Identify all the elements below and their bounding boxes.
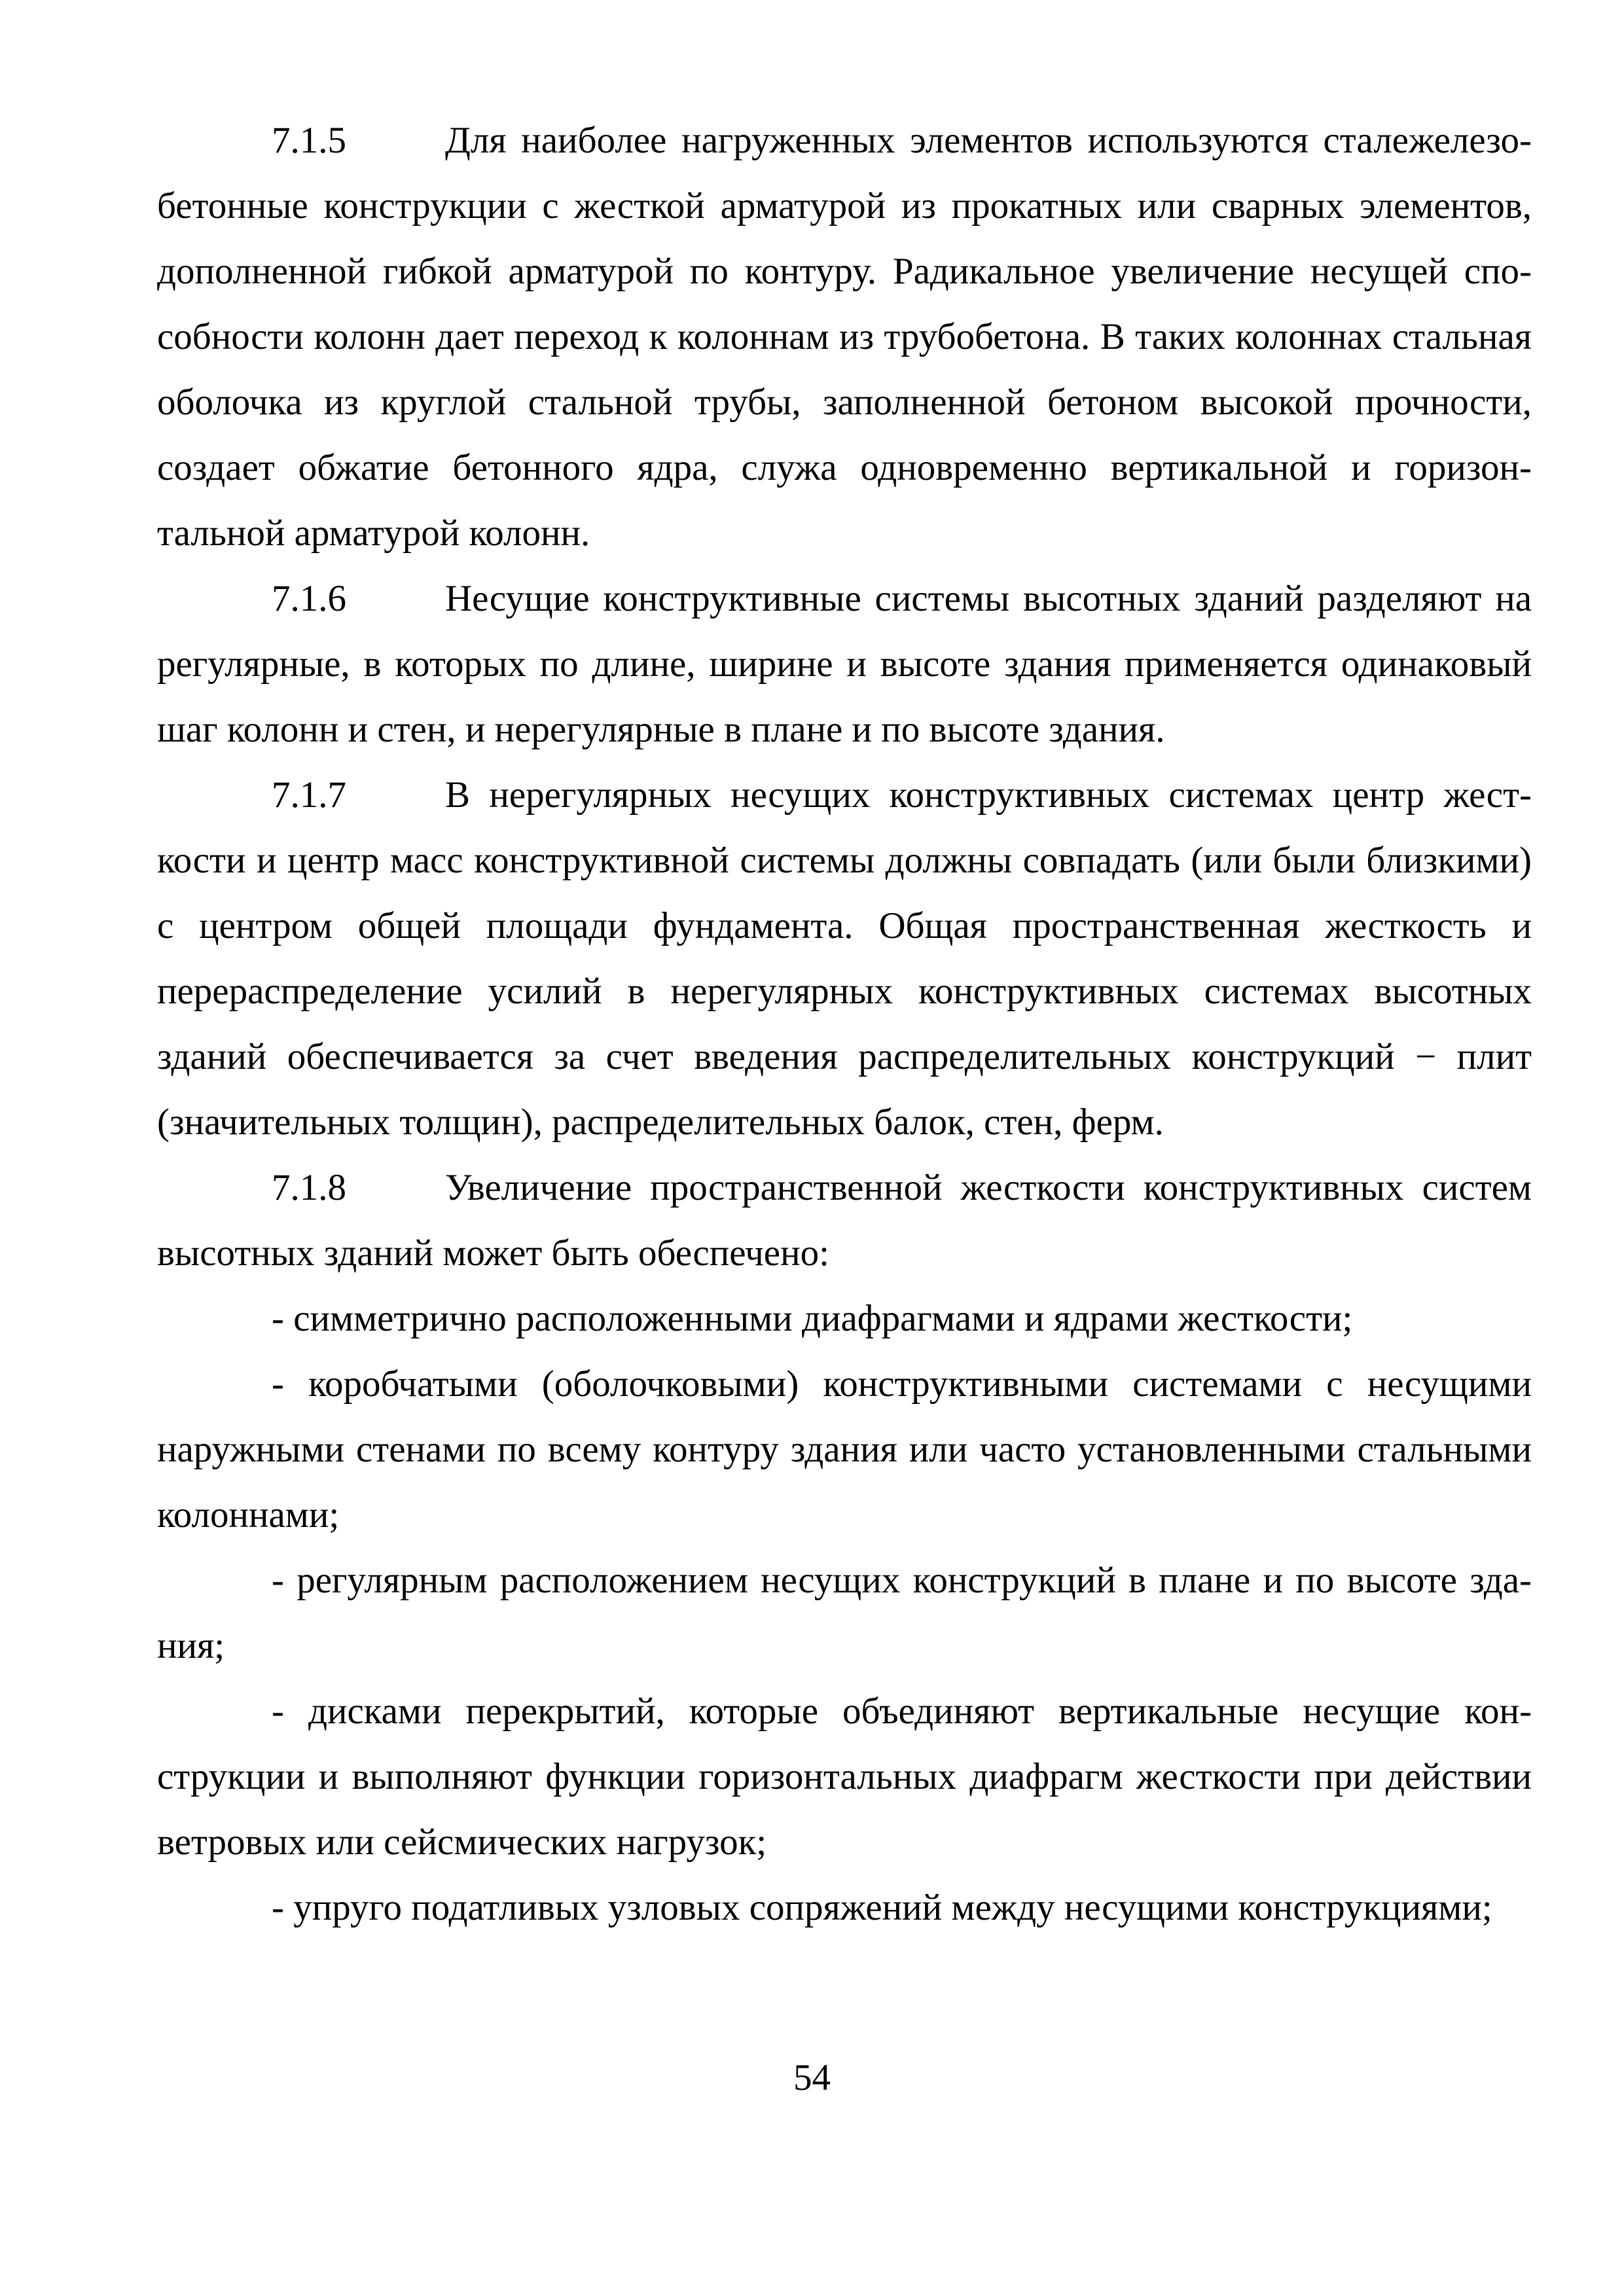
list-item: - коробчатыми (оболочковыми) конструктивными системами с несущими наружными стенами по всему контуру здания или часто установленными стальными колоннами; — [157, 1363, 1532, 1535]
clause-number: 7.1.8 — [272, 1167, 346, 1208]
paragraph-text: Для наиболее нагруженных элементов используются сталежелезобетонные конструкции с жесткой арматурой из прокатных или сварных элементов, дополненной гибкой арматурой по контуру. Радикальное увеличение несущей способности колонн дает переход к колоннам из трубобетона. В таких колоннах стальная оболочка из круглой стальной трубы, заполненной бетоном высокой прочности, создает обжатие бетонного ядра, служа одновременно вертикальной и горизонтальной арматурой колонн. — [157, 120, 1532, 554]
page-number: 54 — [793, 2057, 831, 2098]
clause-number: 7.1.7 — [272, 774, 346, 816]
paragraph-7-1-7 — [157, 762, 1532, 1155]
paragraph-7-1-5 — [157, 108, 1532, 566]
paragraph-text: В нерегулярных несущих конструктивных системах центр жесткости и центр масс конструктивной системы должны совпадать (или были близкими) с центром общей площади фундамента. Общая пространственная жесткость и перераспределение усилий в нерегулярных конструктивных системах высотных зданий обеспечивается за счет введения распределительных конструкций − плит (значительных толщин), распределительных балок, стен, ферм. — [157, 774, 1532, 1143]
paragraph-text: Увеличение пространственной жесткости конструктивных систем высотных зданий может быть обеспечено: — [157, 1167, 1532, 1274]
paragraph-7-1-8 — [157, 1155, 1532, 1286]
list-item: - регулярным расположением несущих конструкций в плане и по высоте здания; — [157, 1560, 1532, 1666]
paragraph-text: Несущие конструктивные системы высотных зданий разделяют на регулярные, в которых по длине, ширине и высоте здания применяется одинаковый шаг колонн и стен, и нерегулярные в плане и по высоте здания. — [157, 578, 1532, 750]
list-item: - дисками перекрытий, которые объединяют вертикальные несущие конструкции и выполняют функции горизонтальных диафрагм жесткости при действии ветровых или сейсмических нагрузок; — [157, 1691, 1532, 1863]
list-item: - упруго податливых узловых сопряжений между несущими конструкциями; — [272, 1887, 1492, 1928]
page-body — [157, 108, 1532, 1941]
paragraph-7-1-6 — [157, 566, 1532, 762]
list-item: - симметрично расположенными диафрагмами и ядрами жесткости; — [272, 1298, 1353, 1339]
clause-number: 7.1.6 — [272, 578, 346, 619]
clause-number: 7.1.5 — [272, 120, 346, 161]
